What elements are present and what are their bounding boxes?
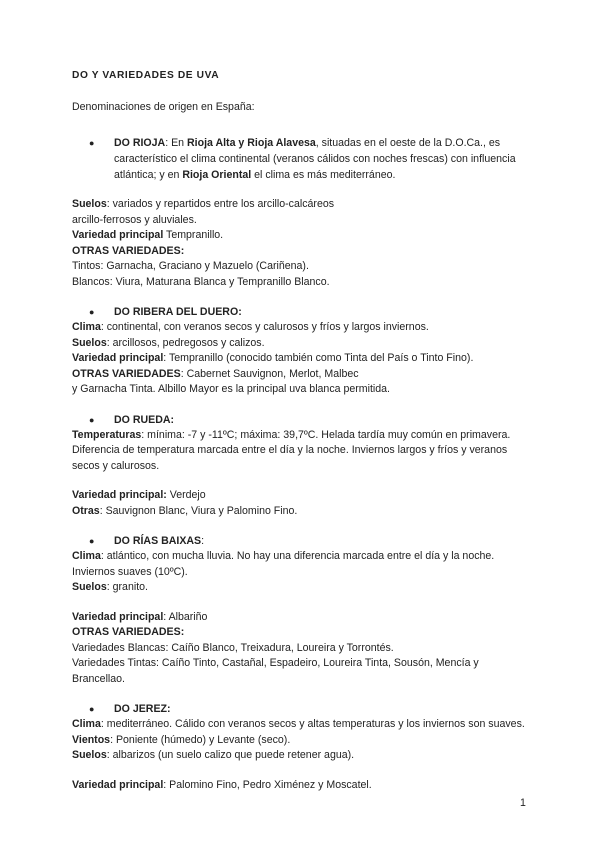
label: Clima xyxy=(72,550,101,562)
text: : mínima: -7 y -11ºC; máxima: 39,7ºC. Helada tardía muy común en primavera. Diferencia de temperatura marcada entre el día y la noche. Inviernos largos y fríos y veranos secos y calurosos. xyxy=(72,428,511,472)
rueda-variedad xyxy=(72,488,532,504)
ribera-variedad xyxy=(72,351,532,367)
label: Suelos xyxy=(72,336,107,349)
bullet-icon: ● xyxy=(89,307,95,317)
label: Suelos xyxy=(72,198,107,210)
label: Otras xyxy=(72,504,100,517)
bold-text: Rioja Alta y Rioja Alavesa xyxy=(187,137,316,149)
rueda-otras xyxy=(72,504,532,520)
text: : granito. xyxy=(106,581,148,593)
label: OTRAS VARIEDADES: xyxy=(72,626,185,638)
label: Variedad principal: xyxy=(72,489,167,501)
label: Variedad principal xyxy=(72,610,164,623)
rias-clima xyxy=(72,549,532,580)
section-rueda-bullet xyxy=(72,412,532,428)
jerez-vientos xyxy=(72,733,532,749)
label: Variedad principal xyxy=(72,778,164,791)
bullet-icon: ● xyxy=(89,138,95,148)
text: : Poniente (húmedo) y Levante (seco). xyxy=(110,733,291,746)
bullet-icon: ● xyxy=(89,704,95,714)
text: : xyxy=(201,535,205,547)
label: Clima xyxy=(72,718,101,730)
ribera-suelos xyxy=(72,336,532,352)
text: : Cabernet Sauvignon, Merlot, Malbec xyxy=(180,367,359,380)
rioja-tintos: Tintos: Garnacha, Graciano y Mazuelo (Cariñena). xyxy=(72,260,309,272)
rias-suelos xyxy=(72,580,532,596)
text: : Palomino Fino, Pedro Ximénez y Moscatel. xyxy=(163,778,372,791)
text: : arcillosos, pedregosos y calizos. xyxy=(106,336,265,349)
label: OTRAS VARIEDADES xyxy=(72,367,181,380)
text: : Sauvignon Blanc, Viura y Palomino Fino. xyxy=(99,504,298,517)
jerez-suelos xyxy=(72,748,532,764)
section-heading: DO RIOJA xyxy=(114,137,166,149)
text: Verdejo xyxy=(166,489,206,501)
label: Suelos xyxy=(72,749,107,761)
rias-tintas: Variedades Tintas: Caíño Tinto, Castañal, Espadeiro, Loureira Tinta, Sousón, Mencía y Brancellao. xyxy=(72,657,479,685)
label: Variedad principal xyxy=(72,352,164,364)
section-rioja-bullet xyxy=(72,135,532,183)
label: OTRAS VARIEDADES: xyxy=(72,244,185,257)
section-heading: DO RIBERA DEL DUERO: xyxy=(114,306,242,318)
text: : atlántico, con mucha lluvia. No hay una diferencia marcada entre el día y la noche. Inviernos suaves (10ºC). xyxy=(72,550,495,578)
document-body xyxy=(72,70,532,793)
text: : mediterráneo. Cálido con veranos secos y altas temperaturas y los inviernos son suaves. xyxy=(100,718,525,730)
section-heading: DO RUEDA: xyxy=(114,413,175,426)
text: : albarizos (un suelo calizo que puede retener agua). xyxy=(106,749,355,761)
text: : continental, con veranos secos y calurosos y fríos y largos inviernos. xyxy=(100,321,429,333)
section-heading: DO RÍAS BAIXAS xyxy=(114,535,202,547)
text: : Albariño xyxy=(163,610,208,623)
rias-otras-heading xyxy=(72,625,532,641)
rioja-otras-heading xyxy=(72,244,532,260)
jerez-clima xyxy=(72,717,532,733)
section-jerez-bullet xyxy=(72,701,532,717)
label: Variedad principal xyxy=(72,229,164,241)
text: Tempranillo. xyxy=(163,229,224,241)
intro-text: Denominaciones de origen en España: xyxy=(72,101,255,113)
bullet-icon: ● xyxy=(89,414,95,425)
rioja-suelos xyxy=(72,197,532,213)
rioja-suelos-cont: arcillo-ferrosos y aluviales. xyxy=(72,213,197,226)
text: : variados y repartidos entre los arcillo-calcáreos xyxy=(106,198,335,210)
jerez-variedad xyxy=(72,778,532,794)
text: : Tempranillo (conocido también como Tinta del País o Tinto Fino). xyxy=(163,352,474,364)
section-heading: DO JEREZ: xyxy=(114,703,171,715)
text: el clima es más mediterráneo. xyxy=(251,169,396,181)
ribera-clima xyxy=(72,320,532,336)
rioja-variedad xyxy=(72,228,532,244)
bold-text: Rioja Oriental xyxy=(182,169,252,181)
rueda-temperaturas xyxy=(72,428,532,475)
text: , situadas en el oeste de la D.O.Ca., es característico el clima continental (veranos cálidos con noches frescas) con influencia atlántica; y en xyxy=(114,137,516,181)
ribera-otras-cont: y Garnacha Tinta. Albillo Mayor es la principal uva blanca permitida. xyxy=(72,383,390,395)
section-rias-bullet xyxy=(72,533,532,549)
label: Clima xyxy=(72,321,101,333)
label: Temperaturas xyxy=(72,428,142,441)
text: : En xyxy=(165,137,188,149)
label: Vientos xyxy=(72,733,111,746)
bullet-icon: ● xyxy=(89,536,95,546)
label: Suelos xyxy=(72,581,107,593)
rioja-blancos: Blancos: Viura, Maturana Blanca y Tempranillo Blanco. xyxy=(72,275,330,288)
ribera-otras xyxy=(72,367,532,383)
section-ribera-bullet xyxy=(72,304,532,320)
page-title: DO Y VARIEDADES DE UVA xyxy=(72,70,220,81)
rias-variedad xyxy=(72,610,532,626)
rias-blancas: Variedades Blancas: Caíño Blanco, Treixadura, Loureira y Torrontés. xyxy=(72,641,394,654)
page-number: 1 xyxy=(520,797,526,809)
